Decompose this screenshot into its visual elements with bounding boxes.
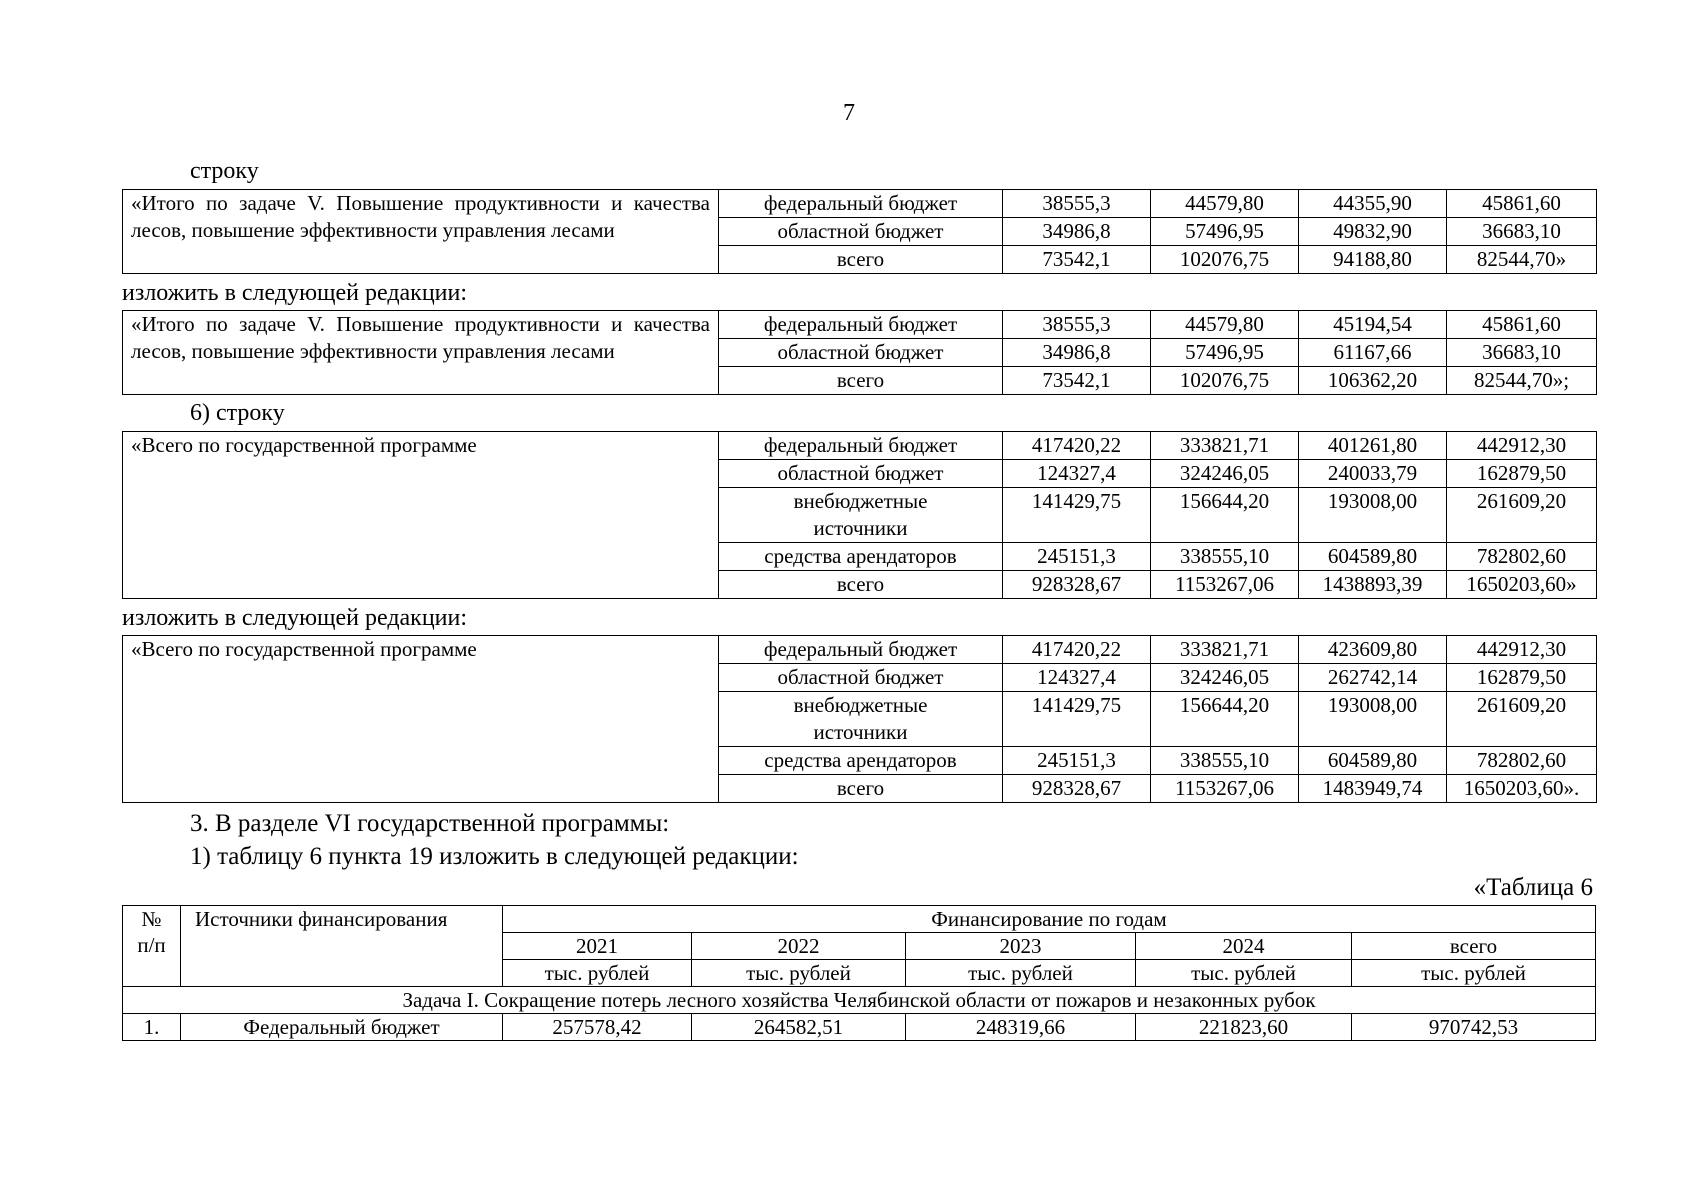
value-cell: 57496,95	[1151, 339, 1299, 367]
table-task5-old	[122, 189, 1597, 274]
value-cell: 61167,66	[1299, 339, 1447, 367]
value-cell: 261609,20	[1447, 488, 1597, 543]
value-cell: 49832,90	[1299, 218, 1447, 246]
value-cell: 442912,30	[1447, 432, 1597, 460]
value-cell: 1650203,60».	[1447, 775, 1597, 803]
value-cell: 324246,05	[1151, 664, 1299, 692]
value-cell: 124327,4	[1003, 460, 1151, 488]
value-cell: 248319,66	[906, 1014, 1136, 1041]
value-cell: 1438893,39	[1299, 571, 1447, 599]
year-header: всего	[1352, 933, 1596, 960]
value-cell: 264582,51	[692, 1014, 906, 1041]
source-label: внебюджетные источники	[719, 488, 1003, 543]
value-cell: 1153267,06	[1151, 775, 1299, 803]
value-cell: 38555,3	[1003, 190, 1151, 218]
value-cell: 928328,67	[1003, 571, 1151, 599]
task-description: «Итого по задаче V. Повышение продуктивности и качества лесов, повышение эффективности управления лесами	[123, 311, 719, 395]
unit-header: тыс. рублей	[1352, 960, 1596, 987]
source-label: всего	[719, 775, 1003, 803]
table-row	[123, 190, 1597, 218]
value-cell: 604589,80	[1299, 543, 1447, 571]
value-cell: 245151,3	[1003, 747, 1151, 775]
source-label: всего	[719, 246, 1003, 274]
value-cell: 141429,75	[1003, 488, 1151, 543]
source-label: областной бюджет	[719, 339, 1003, 367]
value-cell: 156644,20	[1151, 488, 1299, 543]
value-cell: 240033,79	[1299, 460, 1447, 488]
value-cell: 141429,75	[1003, 692, 1151, 747]
value-cell: 245151,3	[1003, 543, 1151, 571]
source-label: внебюджетные источники	[719, 692, 1003, 747]
value-cell: 162879,50	[1447, 664, 1597, 692]
value-cell: 417420,22	[1003, 432, 1151, 460]
program-description: «Всего по государственной программе	[123, 636, 719, 803]
source-label: федеральный бюджет	[719, 311, 1003, 339]
table-program-total-new	[122, 635, 1597, 803]
source-label: всего	[719, 571, 1003, 599]
value-cell: 156644,20	[1151, 692, 1299, 747]
value-cell: 44355,90	[1299, 190, 1447, 218]
value-cell: 73542,1	[1003, 367, 1151, 395]
label-izlozhit-1: изложить в следующей редакции:	[122, 280, 468, 306]
value-cell: 338555,10	[1151, 747, 1299, 775]
value-cell: 1483949,74	[1299, 775, 1447, 803]
value-cell: 44579,80	[1151, 190, 1299, 218]
value-cell: 34986,8	[1003, 339, 1151, 367]
table6	[122, 905, 1596, 1041]
value-cell: 193008,00	[1299, 692, 1447, 747]
value-cell: 324246,05	[1151, 460, 1299, 488]
value-cell: 44579,80	[1151, 311, 1299, 339]
source-label: федеральный бюджет	[719, 432, 1003, 460]
year-header: 2022	[692, 933, 906, 960]
source-label: федеральный бюджет	[719, 190, 1003, 218]
unit-header: тыс. рублей	[692, 960, 906, 987]
item1-text: 1) таблицу 6 пункта 19 изложить в следующей редакции:	[190, 843, 799, 870]
value-cell: 45861,60	[1447, 190, 1597, 218]
value-cell: 36683,10	[1447, 218, 1597, 246]
value-cell: 333821,71	[1151, 432, 1299, 460]
source-label: областной бюджет	[719, 664, 1003, 692]
value-cell: 338555,10	[1151, 543, 1299, 571]
source-label: средства арендаторов	[719, 747, 1003, 775]
value-cell: 221823,60	[1136, 1014, 1352, 1041]
value-cell: 423609,80	[1299, 636, 1447, 664]
page-number: 7	[843, 100, 855, 126]
value-cell: 45861,60	[1447, 311, 1597, 339]
value-cell: 970742,53	[1352, 1014, 1596, 1041]
program-description: «Всего по государственной программе	[123, 432, 719, 599]
task-heading-row	[123, 987, 1596, 1014]
label-izlozhit-2: изложить в следующей редакции:	[122, 605, 468, 631]
table-task5-new	[122, 310, 1597, 395]
value-cell: 928328,67	[1003, 775, 1151, 803]
source-label: всего	[719, 367, 1003, 395]
task-description: «Итого по задаче V. Повышение продуктивности и качества лесов, повышение эффективности управления лесами	[123, 190, 719, 274]
table-program-total-old	[122, 431, 1597, 599]
value-cell: 442912,30	[1447, 636, 1597, 664]
value-cell: 73542,1	[1003, 246, 1151, 274]
source-label: Федеральный бюджет	[181, 1014, 503, 1041]
value-cell: 417420,22	[1003, 636, 1151, 664]
value-cell: 106362,20	[1299, 367, 1447, 395]
year-header: 2023	[906, 933, 1136, 960]
source-label: областной бюджет	[719, 460, 1003, 488]
value-cell: 1650203,60»	[1447, 571, 1597, 599]
value-cell: 82544,70»	[1447, 246, 1597, 274]
value-cell: 162879,50	[1447, 460, 1597, 488]
year-header: 2021	[503, 933, 692, 960]
value-cell: 82544,70»;	[1447, 367, 1597, 395]
value-cell: 401261,80	[1299, 432, 1447, 460]
label-item6-stroku: 6) строку	[190, 400, 285, 426]
source-label: федеральный бюджет	[719, 636, 1003, 664]
source-label: средства арендаторов	[719, 543, 1003, 571]
year-header: 2024	[1136, 933, 1352, 960]
col-num-header: № п/п	[123, 906, 181, 987]
section3-heading: 3. В разделе VI государственной программы:	[190, 810, 670, 837]
value-cell: 257578,42	[503, 1014, 692, 1041]
value-cell: 782802,60	[1447, 543, 1597, 571]
value-cell: 57496,95	[1151, 218, 1299, 246]
col-financing-header: Финансирование по годам	[503, 906, 1596, 933]
source-label: областной бюджет	[719, 218, 1003, 246]
value-cell: 193008,00	[1299, 488, 1447, 543]
unit-header: тыс. рублей	[503, 960, 692, 987]
value-cell: 36683,10	[1447, 339, 1597, 367]
table6-caption: «Таблица 6	[1473, 874, 1593, 901]
value-cell: 1153267,06	[1151, 571, 1299, 599]
table-header-row	[123, 906, 1596, 933]
col-sources-header: Источники финансирования	[181, 906, 503, 987]
value-cell: 102076,75	[1151, 246, 1299, 274]
row-number: 1.	[123, 1014, 181, 1041]
value-cell: 45194,54	[1299, 311, 1447, 339]
label-stroku: строку	[190, 158, 259, 184]
value-cell: 604589,80	[1299, 747, 1447, 775]
value-cell: 102076,75	[1151, 367, 1299, 395]
value-cell: 261609,20	[1447, 692, 1597, 747]
task-heading: Задача I. Сокращение потерь лесного хозяйства Челябинской области от пожаров и незаконных рубок	[123, 987, 1596, 1014]
value-cell: 34986,8	[1003, 218, 1151, 246]
unit-header: тыс. рублей	[1136, 960, 1352, 987]
value-cell: 782802,60	[1447, 747, 1597, 775]
table-row	[123, 432, 1597, 460]
table-row	[123, 1014, 1596, 1041]
value-cell: 262742,14	[1299, 664, 1447, 692]
value-cell: 38555,3	[1003, 311, 1151, 339]
unit-header: тыс. рублей	[906, 960, 1136, 987]
table-row	[123, 636, 1597, 664]
table-row	[123, 311, 1597, 339]
value-cell: 94188,80	[1299, 246, 1447, 274]
value-cell: 333821,71	[1151, 636, 1299, 664]
value-cell: 124327,4	[1003, 664, 1151, 692]
